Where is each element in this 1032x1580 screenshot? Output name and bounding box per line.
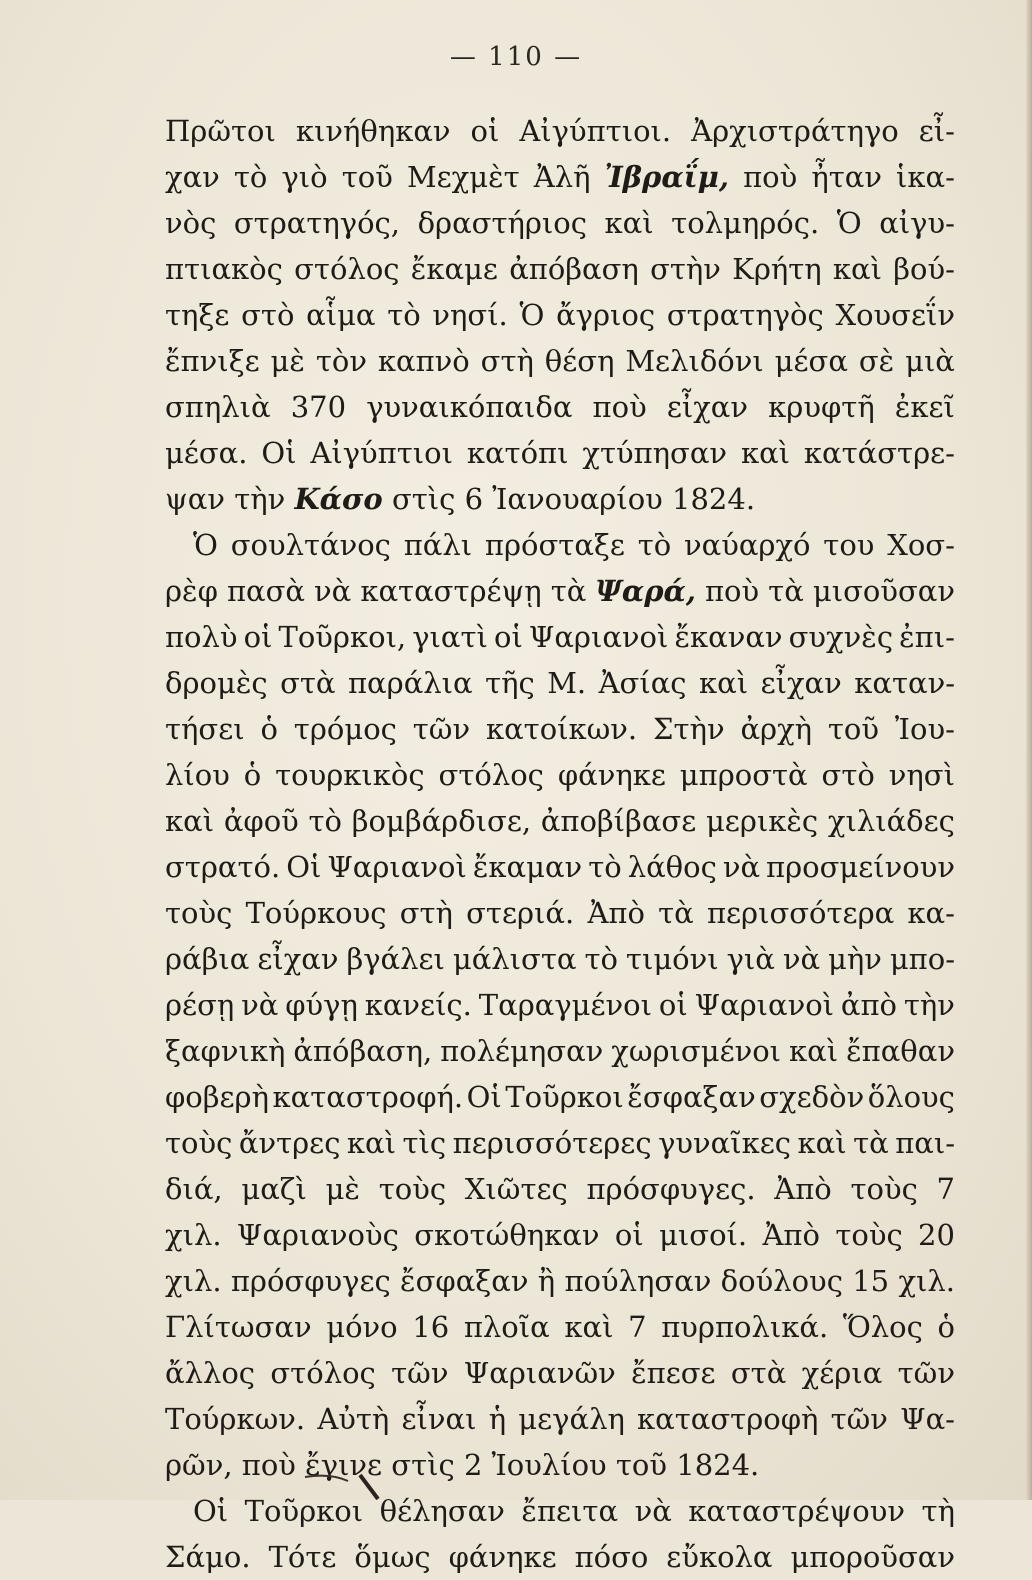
word: Αἰγύπτιοι. (519, 114, 672, 148)
text-line (165, 1074, 955, 1120)
word: μέσα. (165, 436, 248, 470)
word: ἦταν (811, 160, 882, 194)
word: στὸ (241, 298, 295, 332)
text-line (165, 1488, 955, 1534)
word: μάλιστα (452, 942, 577, 976)
word: χιλ. (898, 1264, 955, 1298)
word: ἐκεῖ (894, 390, 955, 424)
word: ἄντρες (238, 1126, 341, 1160)
word: περισσότερες (452, 1126, 652, 1160)
word: οἱ (493, 620, 523, 654)
word: κατάστρε- (803, 436, 955, 470)
word: ὁ (937, 1310, 955, 1344)
word: ἔσφαξαν (627, 1080, 756, 1114)
word: 6 (464, 482, 484, 516)
word: οἱ (470, 114, 500, 148)
word: μεγάλη (518, 1402, 625, 1436)
text-line (165, 1212, 955, 1258)
word: καὶ (699, 666, 749, 700)
word: τὰ (768, 574, 804, 608)
word: πλοῖα (463, 1310, 550, 1344)
word: φάνηκε (448, 1540, 557, 1574)
word: λάθος (627, 850, 717, 884)
word: μὲ (325, 1172, 360, 1206)
word: γυναῖκες (658, 1126, 791, 1160)
word: καὶ (797, 1126, 847, 1160)
word: νὸς (165, 206, 217, 240)
word: κανείς. (364, 988, 472, 1022)
word: νὰ (241, 988, 279, 1022)
word: κινήθηκαν (295, 114, 451, 148)
word: προσμείνουν (766, 850, 955, 884)
word: Τοῦρκοι, (278, 620, 407, 654)
word: ἔκαναν (674, 620, 783, 654)
stray-pen-mark-icon (300, 1455, 390, 1500)
word: στὴ (480, 344, 534, 378)
word: λίου (165, 758, 230, 792)
word: νὰ (782, 942, 821, 976)
word: οἱ (614, 1218, 644, 1252)
word: οἱ (658, 988, 688, 1022)
word: κα- (907, 896, 955, 930)
word: φάνηκε (557, 758, 666, 792)
word: Ἀσίας (598, 666, 687, 700)
word: Στὴν (653, 712, 725, 746)
word: ποὺ (592, 390, 647, 424)
word: ἀρχὴ (740, 712, 813, 746)
word: ρὲφ (165, 574, 218, 608)
word: θέση (544, 344, 615, 378)
word: βγάλει (346, 942, 445, 976)
word: Ἀπὸ (774, 1172, 832, 1206)
word: τῶν (830, 1402, 888, 1436)
word: τοὺς (835, 1218, 903, 1252)
word: Ταραγμένοι (478, 988, 652, 1022)
word: νὰ (722, 850, 761, 884)
word: Ἰου- (894, 712, 955, 746)
text-line (165, 752, 955, 798)
word: πούλησαν (564, 1264, 712, 1298)
word: φοβερὴ (165, 1080, 269, 1114)
word: Οἱ (466, 1080, 502, 1114)
word: τῶν (897, 1356, 955, 1390)
word: τὸ (588, 850, 622, 884)
text-line (165, 844, 955, 890)
word: δραστήριος (417, 206, 587, 240)
word: ἔγινε (305, 1448, 383, 1482)
text-line (165, 1396, 955, 1442)
word: Ὁ (519, 298, 545, 332)
word: του (823, 528, 875, 562)
word: χιλ. (165, 1218, 222, 1252)
word: Ψαριανοὺς (236, 1218, 399, 1252)
text-line (165, 246, 955, 292)
word: βομβάρδισε, (351, 804, 532, 838)
word: κατόπι (466, 436, 569, 470)
text-line (165, 476, 955, 522)
word: γιὸ (281, 160, 328, 194)
word: ὁ (260, 712, 278, 746)
word: ἡ (488, 1402, 507, 1436)
word: θέλησαν (379, 1494, 505, 1528)
word: ψαν (165, 482, 225, 516)
word: εἶναι (401, 1402, 477, 1436)
word: πολὺ (165, 620, 238, 654)
word: ποὺ (241, 1448, 296, 1482)
word: τοὺς (165, 1126, 233, 1160)
word: σχεδὸν (759, 1080, 865, 1114)
word: ὅλους (867, 1080, 955, 1114)
word: καὶ (832, 252, 883, 286)
word: τοῦ (827, 712, 880, 746)
word: χιλ. (165, 1264, 222, 1298)
text-line (165, 1028, 955, 1074)
word: τρόμος (293, 712, 397, 746)
text-line (165, 660, 955, 706)
word: 16 (412, 1310, 450, 1344)
word: ἔπαθαν (846, 1034, 955, 1068)
word: αἰγυ- (879, 206, 955, 240)
body-text (165, 108, 955, 1580)
word: τὸν (315, 344, 367, 378)
word: τουρκικὸς (275, 758, 425, 792)
word: παράλια (348, 666, 473, 700)
word: Ψαριανοὶ (327, 850, 467, 884)
word: πάλι (403, 528, 473, 562)
word: αἷμα (306, 298, 376, 332)
word: Ψαριανῶν (463, 1356, 616, 1390)
page-edge (1026, 0, 1032, 1500)
word: τηξε (165, 298, 230, 332)
word: τὸ (308, 804, 343, 838)
word: πρόσφυγες (230, 1264, 391, 1298)
word: νησί. (432, 298, 508, 332)
text-line (165, 292, 955, 338)
word: πυρπολικά. (661, 1310, 829, 1344)
word: πρόσφυγες. (586, 1172, 756, 1206)
word: ἔκαμε (410, 252, 498, 286)
text-line (165, 982, 955, 1028)
word: ἔπεσε (631, 1356, 716, 1390)
word: στὶς (391, 1448, 455, 1482)
word: Αὐτὴ (317, 1402, 390, 1436)
word: 370 (290, 390, 347, 424)
text-line (165, 384, 955, 430)
text-line (165, 1350, 955, 1396)
word: ἀπόβαση, (293, 1034, 433, 1068)
word: στεριά. (466, 896, 575, 930)
word: εἶχαν (760, 666, 842, 700)
word: μὴν (828, 942, 882, 976)
word: Οἱ (261, 436, 297, 470)
word: Ὅλος (842, 1310, 923, 1344)
word: στρατηγὸς (666, 298, 824, 332)
word: τὴν (234, 482, 286, 516)
word: χωρισμένοι (611, 1034, 782, 1068)
word: ἄγριος (556, 298, 656, 332)
text-line (165, 338, 955, 384)
word: Πρῶτοι (165, 114, 276, 148)
word: Αἰγύπτιοι (310, 436, 453, 470)
word: κατοίκων. (485, 712, 638, 746)
word: Τούρκους (245, 896, 387, 930)
word: τῆς (485, 666, 535, 700)
word: Κάσο (294, 482, 383, 516)
word: εἶχαν (666, 390, 749, 424)
word: στὴ (399, 896, 453, 930)
word: Σάμο. (165, 1540, 251, 1574)
word: τὰ (853, 1126, 889, 1160)
word: τὶς (402, 1126, 447, 1160)
word: Ὁ (836, 206, 862, 240)
word: 1824. (676, 1448, 760, 1482)
word: 15 (852, 1264, 890, 1298)
word: Ἀπὸ (587, 896, 645, 930)
word: ἱκα- (896, 160, 955, 194)
word: ὁ (243, 758, 262, 792)
word: τὰ (658, 896, 694, 930)
word: Τότε (268, 1540, 337, 1574)
text-line (165, 798, 955, 844)
word: τῶν (391, 1356, 449, 1390)
word: τῶν (412, 712, 471, 746)
word: Τούρκων. (165, 1402, 306, 1436)
word: Ἀλῆ (533, 160, 591, 194)
word: τοῦ (341, 160, 393, 194)
word: Μεχμὲτ (406, 160, 520, 194)
word: στὰ (730, 1356, 787, 1390)
text-line (165, 200, 955, 246)
word: ἢ (537, 1264, 556, 1298)
text-line (165, 1304, 955, 1350)
word: Ἰανουαρίου (492, 482, 663, 516)
word: διά, (165, 1172, 223, 1206)
word: συχνὲς (788, 620, 894, 654)
word: πολέμησαν (440, 1034, 604, 1068)
text-line (165, 1442, 955, 1488)
word: Χοσ- (887, 528, 955, 562)
word: μισοί. (659, 1218, 748, 1252)
word: τοὺς (378, 1172, 447, 1206)
word: ρέσῃ (165, 988, 235, 1022)
word: πασὰ (226, 574, 305, 608)
word: τὸ (637, 528, 672, 562)
word: ἀπόβαση (509, 252, 639, 286)
word: νησὶ (888, 758, 955, 792)
word: μιὰ (905, 344, 955, 378)
word: Χιῶτες (464, 1172, 568, 1206)
word: τολμηρός. (671, 206, 820, 240)
word: ἀπὸ (840, 988, 898, 1022)
word: τήσει (165, 712, 245, 746)
word: ὅμως (354, 1540, 431, 1574)
word: καὶ (165, 804, 215, 838)
word: σκοτώθηκαν (414, 1218, 600, 1252)
word: ἐπι- (899, 620, 955, 654)
word: τιμόνι (625, 942, 719, 976)
word: στὰ (280, 666, 336, 700)
word: Κρήτη (732, 252, 822, 286)
word: Χουσεΐν (835, 298, 955, 332)
word: τὸ (387, 298, 421, 332)
word: καταστροφή. (272, 1080, 464, 1114)
word: 7 (936, 1172, 955, 1206)
text-line (165, 1534, 955, 1580)
word: μπο- (889, 942, 955, 976)
word: καὶ (604, 206, 654, 240)
word: Γλίτωσαν (165, 1310, 312, 1344)
word: εὔκολα (666, 1540, 773, 1574)
word: τὸ (233, 160, 268, 194)
text-line (165, 936, 955, 982)
word: μὲ (270, 344, 305, 378)
text-line (165, 890, 955, 936)
word: 20 (918, 1218, 955, 1252)
word: μερικὲς (705, 804, 819, 838)
word: μόνο (326, 1310, 398, 1344)
word: μποροῦσαν (790, 1540, 955, 1574)
page-number: — 110 — (449, 42, 583, 72)
word: γιατὶ (412, 620, 488, 654)
word: σουλτάνος (230, 528, 391, 562)
word: πρόσταξε (484, 528, 625, 562)
word: στὶς (391, 482, 456, 516)
word: μαζὶ (241, 1172, 307, 1206)
word: Ψαριανοὶ (694, 988, 835, 1022)
word: περισσότερα (706, 896, 895, 930)
word: βού- (893, 252, 955, 286)
word: τὰ (550, 574, 587, 608)
word: Ψαριανοὶ (528, 620, 669, 654)
word: μπροστὰ (679, 758, 808, 792)
word: στὸ (821, 758, 875, 792)
word: 2 (463, 1448, 483, 1482)
text-line (165, 1166, 955, 1212)
word: 7 (628, 1310, 647, 1344)
word: Μελιδόνι (625, 344, 764, 378)
word: Ὁ (193, 528, 218, 562)
word: ἔπνιξε (165, 344, 260, 378)
word: δρομὲς (165, 666, 268, 700)
word: καὶ (564, 1310, 614, 1344)
text-line (165, 1258, 955, 1304)
text-line (165, 614, 955, 660)
text-line (165, 568, 955, 614)
text-line (165, 430, 955, 476)
word: Ψαρά, (595, 574, 696, 608)
word: ράβια (165, 942, 250, 976)
word: Οἱ (193, 1494, 229, 1528)
word: στόλος (270, 1356, 376, 1390)
word: καὶ (789, 1034, 839, 1068)
word: στὴν (650, 252, 721, 286)
word: ἀφοῦ (223, 804, 299, 838)
text-line (165, 522, 955, 568)
word: ποὺ (743, 160, 798, 194)
word: ρῶν, (165, 1448, 233, 1482)
word: σὲ (858, 344, 895, 378)
word: τὴ (921, 1494, 955, 1528)
word: μισοῦσαν (812, 574, 955, 608)
word: Ψα- (900, 1402, 955, 1436)
word: χέρια (801, 1356, 883, 1390)
text-line (165, 706, 955, 752)
word: τὸ (584, 942, 618, 976)
word: Ἀρχιστράτηγο (691, 114, 899, 148)
word: Οἱ (286, 850, 322, 884)
word: οἱ (243, 620, 273, 654)
word: στρατηγός, (233, 206, 401, 240)
word: ποὺ (704, 574, 760, 608)
word: κρυφτῆ (768, 390, 875, 424)
word: χαν (165, 160, 220, 194)
word: Τοῦρκοι (505, 1080, 624, 1114)
word: καταν- (854, 666, 955, 700)
text-line (165, 108, 955, 154)
word: τὴν (903, 988, 955, 1022)
word: ἔκαμαν (472, 850, 583, 884)
word: γιὰ (726, 942, 775, 976)
word: στόλος (294, 252, 400, 286)
word: παι- (895, 1126, 955, 1160)
word: στόλος (438, 758, 544, 792)
word: καὶ (346, 1126, 397, 1160)
word: δούλους (720, 1264, 843, 1298)
word: Ἀπὸ (762, 1218, 820, 1252)
word: ξαφνικὴ (165, 1034, 286, 1068)
word: πόσο (574, 1540, 649, 1574)
word: φύγῃ (285, 988, 358, 1022)
word: Ἰουλίου (491, 1448, 607, 1482)
word: καταστρέψουν (688, 1494, 906, 1528)
word: Μ. (547, 666, 587, 700)
text-line (165, 1120, 955, 1166)
word: πτιακὸς (165, 252, 283, 286)
word: μέσα (774, 344, 848, 378)
word: στρατό. (165, 850, 281, 884)
word: ἔσφαξαν (400, 1264, 529, 1298)
word: τοῦ (615, 1448, 668, 1482)
word: σπηλιὰ (165, 390, 271, 424)
word: καταστροφὴ (637, 1402, 819, 1436)
word: καταστρέψῃ (360, 574, 542, 608)
word: ναύαρχό (683, 528, 811, 562)
word: γυναικόπαιδα (366, 390, 573, 424)
word: 1824. (672, 482, 756, 516)
text-line (165, 154, 955, 200)
word: Τοῦρκοι (244, 1494, 364, 1528)
word: νὰ (634, 1494, 672, 1528)
word: χιλιάδες (827, 804, 955, 838)
word: ἀποβίβασε (540, 804, 697, 838)
word: καὶ (740, 436, 791, 470)
word: εἶ- (918, 114, 955, 148)
word: ἔπειτα (521, 1494, 619, 1528)
word: τοὺς (165, 896, 233, 930)
word: χτύπησαν (582, 436, 728, 470)
word: ἄλλος (165, 1356, 256, 1390)
word: εἶχαν (257, 942, 339, 976)
word: τοὺς (850, 1172, 918, 1206)
word: νὰ (314, 574, 352, 608)
word: καπνὸ (377, 344, 470, 378)
word: Ἰβραΐμ, (604, 160, 730, 194)
